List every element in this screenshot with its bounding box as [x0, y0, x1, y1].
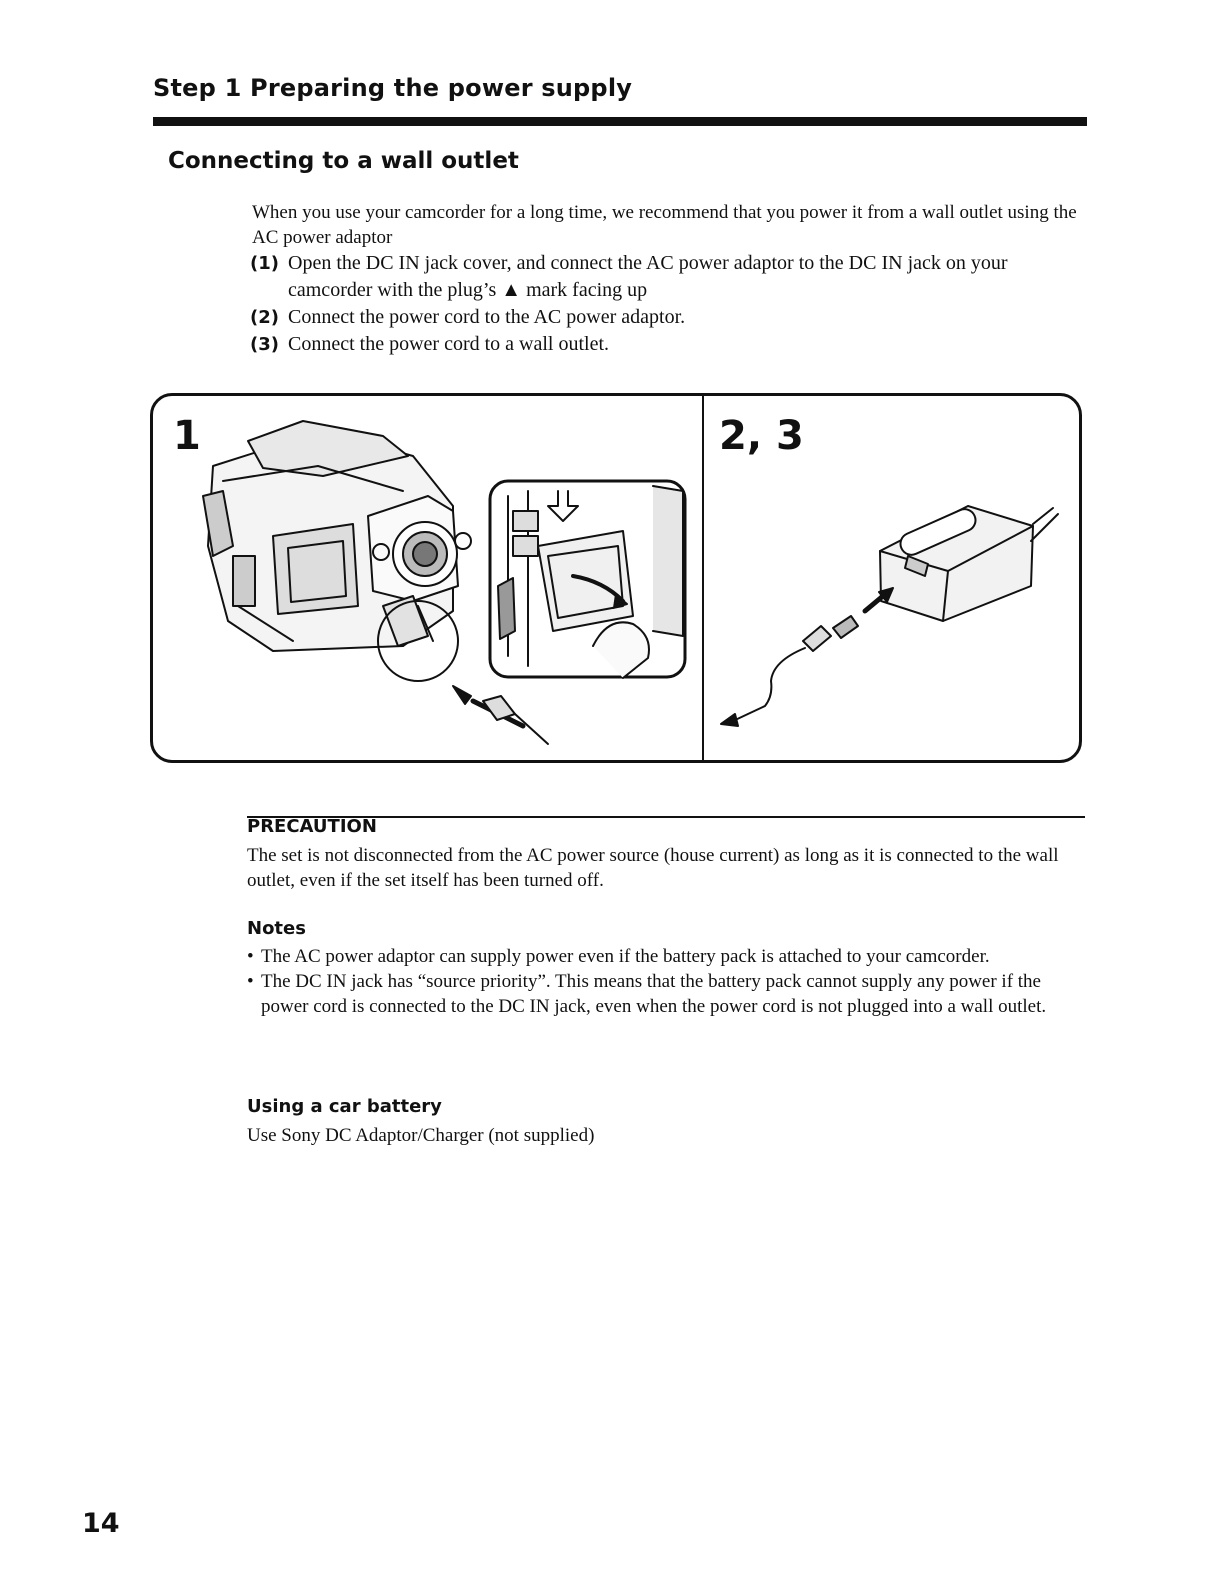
step-number: (3)	[250, 334, 279, 355]
panel-label-2-3: 2, 3	[719, 413, 804, 459]
precaution-text: The set is not disconnected from the AC power source (house current) as long as it is connected to the wall outlet, even if the set itself has been turned off.	[247, 845, 1059, 891]
intro-paragraph: When you use your camcorder for a long time, we recommend that you power it from a wall outlet using the AC power adaptor	[252, 202, 1077, 248]
car-battery-text: Use Sony DC Adaptor/Charger (not supplied)	[247, 1125, 595, 1146]
figure-drawing	[153, 396, 1079, 760]
dc-plug-illustration	[453, 686, 548, 744]
panel-label-1: 1	[173, 413, 201, 459]
step-title-rule	[153, 117, 1087, 126]
step-text: Connect the power cord to a wall outlet.	[288, 333, 610, 355]
precaution-heading: PRECAUTION	[247, 816, 377, 837]
notes-list	[247, 944, 1077, 1019]
page-number: 14	[82, 1508, 120, 1539]
power-cord-illustration	[721, 588, 893, 726]
section-title: Connecting to a wall outlet	[168, 148, 519, 174]
step-item-2	[250, 304, 1090, 331]
step-text: Connect the power cord to the AC power adaptor.	[288, 306, 686, 328]
step-item-3	[250, 331, 1090, 358]
note-item-2: • The DC IN jack has “source priority”. This means that the battery pack cannot supply any power if the power cord is connected to the DC IN jack, even when the power cord is not plugged into a wall outlet.	[247, 969, 1077, 1019]
step-number: (1)	[250, 253, 279, 274]
step-item-1	[250, 250, 1090, 304]
dc-in-jack-closeup	[490, 481, 685, 678]
step-title: Step 1 Preparing the power supply	[153, 74, 633, 102]
step-number: (2)	[250, 307, 279, 328]
step-text: Open the DC IN jack cover, and connect the AC power adaptor to the DC IN jack on your camcorder with the plug’s ▲ mark facing up	[288, 252, 1008, 301]
instruction-steps	[250, 250, 1090, 358]
ac-adaptor-illustration	[880, 506, 1058, 621]
notes-heading: Notes	[247, 918, 306, 939]
camcorder-illustration	[203, 421, 471, 681]
connection-illustration	[150, 393, 1082, 763]
car-battery-heading: Using a car battery	[247, 1096, 442, 1117]
note-item-1: • The AC power adaptor can supply power even if the battery pack is attached to your camcorder.	[247, 944, 1077, 969]
